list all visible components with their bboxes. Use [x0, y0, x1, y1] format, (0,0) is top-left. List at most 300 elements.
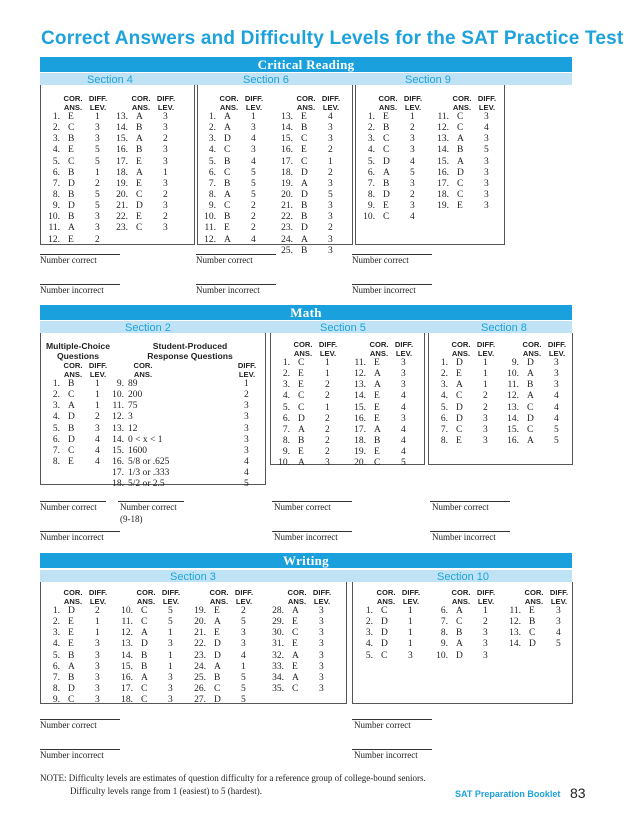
difficulty-level: 1	[408, 639, 413, 650]
difficulty-level: 3	[168, 683, 173, 694]
question-number: 12.	[121, 628, 133, 639]
student-produced-range: (9-18)	[120, 514, 143, 524]
difficulty-level: 4	[244, 468, 249, 479]
question-number: 11.	[121, 617, 133, 628]
question-number: 23.	[194, 650, 206, 661]
correct-answer: D	[383, 189, 390, 200]
col-header-text: COR.	[219, 94, 239, 103]
difficulty-level: 3	[319, 650, 324, 661]
question-number: 16.	[281, 145, 293, 156]
correct-answer: 5/2 or 2.5	[128, 479, 165, 490]
difficulty-level: 5	[328, 189, 333, 200]
question-number: 14.	[507, 413, 519, 424]
question-number: 34.	[272, 672, 284, 683]
question-number: 11.	[112, 401, 124, 412]
question-number: 1.	[367, 112, 375, 122]
col-header-text: DIFF.	[312, 588, 332, 597]
question-number: 12.	[507, 391, 519, 402]
col-header-diff	[308, 589, 336, 606]
col-header-text: COR.	[376, 588, 396, 597]
question-number: 3.	[52, 401, 60, 412]
question-number: 27.	[194, 695, 206, 706]
correct-answer: E	[68, 456, 74, 467]
correct-answer: A	[136, 167, 143, 178]
col-header-text: ANS.	[378, 102, 398, 112]
col-header-text: ANS.	[524, 596, 544, 606]
correct-answer: D	[68, 606, 75, 616]
difficulty-level: 3	[168, 639, 173, 650]
col-header-text: ANS.	[369, 348, 389, 358]
number-correct-label: Number correct	[352, 255, 409, 265]
difficulty-level: 4	[328, 112, 333, 122]
difficulty-level: 5	[401, 458, 406, 469]
correct-answer: B	[298, 435, 305, 446]
col-header-text: ANS.	[209, 596, 229, 606]
difficulty-level: 3	[244, 434, 249, 445]
question-number: 24.	[281, 234, 293, 245]
question-number: 18.	[354, 435, 366, 446]
correct-answer: B	[224, 212, 231, 223]
correct-answer: C	[214, 683, 221, 694]
correct-answer: E	[456, 369, 462, 380]
correct-answer: A	[141, 628, 148, 639]
number-incorrect-label: Number incorrect	[40, 285, 104, 295]
correct-answer: C	[68, 123, 75, 134]
difficulty-level: 2	[163, 189, 168, 200]
question-number: 2.	[440, 369, 448, 380]
question-number: 16.	[121, 672, 133, 683]
correct-answer: A	[298, 424, 305, 435]
correct-answer: B	[214, 672, 221, 683]
difficulty-level: 3	[484, 156, 489, 167]
col-header-text: DIFF.	[476, 588, 496, 597]
question-number: 6.	[367, 167, 375, 178]
correct-answer: B	[141, 650, 148, 661]
difficulty-level: 2	[325, 424, 330, 435]
correct-answer: C	[68, 695, 75, 706]
difficulty-level: 1	[483, 358, 488, 368]
difficulty-level: 3	[319, 683, 324, 694]
correct-answer: C	[136, 189, 143, 200]
question-number: 8.	[440, 435, 448, 446]
difficulty-level: 3	[95, 212, 100, 223]
col-header-cor	[449, 95, 475, 112]
correct-answer: B	[68, 423, 75, 434]
col-header-text: LEV.	[395, 348, 413, 358]
question-number: 13.	[121, 639, 133, 650]
correct-answer: D	[381, 628, 388, 639]
col-header-text: DIFF.	[88, 588, 108, 597]
correct-answer: D	[214, 650, 221, 661]
difficulty-level: 4	[484, 123, 489, 134]
correct-answer: C	[298, 358, 305, 368]
correct-answer: B	[224, 178, 231, 189]
correct-answer: C	[456, 617, 463, 628]
col-header-text: COR.	[136, 588, 156, 597]
writing-band: Writing	[40, 553, 572, 568]
col-header-text: DIFF.	[321, 94, 341, 103]
difficulty-level: 3	[483, 424, 488, 435]
difficulty-level: 4	[401, 435, 406, 446]
correct-answer: 89	[128, 379, 138, 389]
correct-answer: E	[136, 156, 142, 167]
number-incorrect-label: Number incorrect	[196, 285, 260, 295]
correct-answer: D	[527, 413, 534, 424]
question-number: 15.	[507, 424, 519, 435]
question-number: 4.	[365, 639, 373, 650]
difficulty-level: 3	[484, 189, 489, 200]
question-number: 17.	[281, 156, 293, 167]
difficulty-level: 5	[168, 617, 173, 628]
correct-answer: C	[301, 134, 308, 145]
col-header-text: COR.	[378, 94, 398, 103]
difficulty-level: 5	[556, 639, 561, 650]
question-number: 19.	[116, 178, 128, 189]
col-header-diff	[157, 589, 185, 606]
difficulty-level: 1	[251, 112, 256, 122]
question-number: 11.	[509, 606, 521, 616]
correct-answer: E	[298, 369, 304, 380]
col-header-text: COR.	[524, 588, 544, 597]
correct-answer: A	[136, 112, 143, 122]
correct-answer: C	[457, 178, 464, 189]
question-number: 8.	[208, 189, 216, 200]
correct-answer: C	[456, 424, 463, 435]
difficulty-level: 3	[556, 606, 561, 616]
correct-answer: 1/3 or .333	[128, 468, 170, 479]
correct-answer: D	[301, 223, 308, 234]
correct-answer: C	[383, 134, 390, 145]
difficulty-level: 3	[319, 661, 324, 672]
correct-answer: A	[383, 167, 390, 178]
correct-answer: A	[141, 672, 148, 683]
question-number: 10.	[507, 369, 519, 380]
difficulty-level: 3	[328, 123, 333, 134]
col-header-text: COR.	[63, 361, 83, 370]
question-number: 10.	[204, 212, 216, 223]
difficulty-level: 3	[168, 695, 173, 706]
col-header-cor	[284, 589, 310, 606]
correct-answer: A	[456, 639, 463, 650]
correct-answer: B	[529, 617, 536, 628]
correct-answer: C	[457, 112, 464, 122]
question-number: 14.	[112, 434, 124, 445]
difficulty-level: 3	[168, 672, 173, 683]
correct-answer: A	[68, 223, 75, 234]
question-number: 14.	[281, 123, 293, 134]
correct-answer: E	[374, 402, 380, 413]
correct-answer: A	[374, 424, 381, 435]
question-number: 19.	[354, 447, 366, 458]
correct-answer: C	[292, 628, 299, 639]
correct-answer: C	[527, 424, 534, 435]
col-header-text: DIFF.	[401, 588, 421, 597]
question-number: 6.	[208, 167, 216, 178]
correct-answer: E	[68, 628, 74, 639]
difficulty-level: 3	[401, 380, 406, 391]
question-number: 8.	[282, 435, 290, 446]
section-8-label: Section 8	[481, 322, 527, 334]
correct-answer: E	[68, 112, 74, 122]
difficulty-level: 1	[408, 628, 413, 639]
correct-answer: A	[136, 134, 143, 145]
correct-answer: D	[141, 639, 148, 650]
table-row	[106, 401, 266, 412]
correct-answer: C	[527, 402, 534, 413]
difficulty-level: 3	[483, 435, 488, 446]
difficulty-level: 3	[251, 145, 256, 156]
correct-answer: C	[292, 683, 299, 694]
correct-answer: C	[136, 223, 143, 234]
difficulty-level: 1	[328, 156, 333, 167]
correct-answer: E	[292, 661, 298, 672]
difficulty-level: 3	[401, 369, 406, 380]
correct-answer: C	[529, 628, 536, 639]
col-header-cor	[290, 341, 316, 358]
correct-answer: E	[457, 201, 463, 212]
question-number: 15.	[437, 156, 449, 167]
question-number: 3.	[367, 134, 375, 145]
question-number: 29.	[272, 617, 284, 628]
difficulty-level: 1	[95, 112, 100, 122]
difficulty-level: 3	[163, 156, 168, 167]
correct-answer: C	[381, 650, 388, 661]
correct-answer: E	[374, 413, 380, 424]
question-number: 7.	[52, 445, 60, 456]
question-number: 24.	[194, 661, 206, 672]
question-number: 11.	[507, 380, 519, 391]
question-number: 4.	[282, 391, 290, 402]
question-number: 10.	[121, 606, 133, 616]
question-number: 4.	[367, 145, 375, 156]
page-number: 83	[570, 785, 586, 801]
math-band: Math	[40, 305, 572, 320]
number-correct-label: Number correct	[40, 720, 97, 730]
question-number: 11.	[354, 358, 366, 368]
col-header-text: COR.	[133, 361, 153, 370]
question-number: 16.	[507, 435, 519, 446]
difficulty-level: 2	[410, 189, 415, 200]
difficulty-level: 4	[554, 391, 559, 402]
question-number: 9.	[511, 358, 519, 368]
question-number: 33.	[272, 661, 284, 672]
difficulty-level: 2	[163, 212, 168, 223]
question-number: 22.	[116, 212, 128, 223]
correct-answer: B	[68, 134, 75, 145]
difficulty-level: 3	[556, 617, 561, 628]
correct-answer: A	[527, 391, 534, 402]
difficulty-level: 5	[251, 178, 256, 189]
correct-answer: B	[68, 167, 75, 178]
correct-answer: A	[298, 458, 305, 469]
col-header-text: COR.	[296, 94, 316, 103]
col-header-cor	[128, 362, 158, 379]
page-title: Correct Answers and Difficulty Levels for the SAT Practice Test	[41, 28, 624, 49]
question-number: 10.	[48, 212, 60, 223]
question-number: 12.	[437, 123, 449, 134]
question-number: 23.	[116, 223, 128, 234]
difficulty-level: 4	[410, 156, 415, 167]
question-number: 12.	[509, 617, 521, 628]
correct-answer: C	[383, 145, 390, 156]
question-number: 15.	[121, 661, 133, 672]
col-header-text: ANS.	[63, 369, 83, 379]
question-number: 1.	[52, 606, 60, 616]
question-number: 9.	[52, 695, 60, 706]
difficulty-level: 3	[401, 358, 406, 368]
difficulty-level: 3	[163, 112, 168, 122]
difficulty-level: 3	[483, 650, 488, 661]
correct-answer: C	[224, 201, 231, 212]
col-header-diff	[314, 341, 342, 358]
question-number: 18.	[437, 189, 449, 200]
correct-answer: D	[68, 178, 75, 189]
difficulty-level: 5	[241, 617, 246, 628]
difficulty-level: 3	[95, 639, 100, 650]
correct-answer: D	[456, 358, 463, 368]
col-header-cor	[216, 95, 242, 112]
correct-answer: D	[381, 639, 388, 650]
difficulty-level: 1	[95, 628, 100, 639]
correct-answer: E	[68, 145, 74, 156]
correct-answer: C	[141, 683, 148, 694]
question-number: 16.	[112, 456, 124, 467]
number-correct-label: Number correct	[40, 255, 97, 265]
correct-answer: D	[68, 412, 75, 423]
question-number: 10.	[363, 212, 375, 223]
col-header-text: LEV.	[162, 596, 180, 606]
difficulty-level: 1	[168, 628, 173, 639]
col-header-diff	[390, 341, 418, 358]
number-correct-label: Number correct	[196, 255, 253, 265]
difficulty-level: 4	[401, 424, 406, 435]
correct-answer: B	[141, 661, 148, 672]
question-number: 5.	[365, 650, 373, 661]
question-number: 10.	[436, 650, 448, 661]
difficulty-level: 3	[95, 223, 100, 234]
difficulty-level: 4	[401, 447, 406, 458]
question-number: 5.	[367, 156, 375, 167]
correct-answer: A	[457, 156, 464, 167]
question-number: 4.	[52, 639, 60, 650]
correct-answer: B	[527, 380, 534, 391]
difficulty-level: 4	[241, 650, 246, 661]
difficulty-level: 3	[244, 423, 249, 434]
difficulty-level: 3	[325, 458, 330, 469]
question-number: 13.	[509, 628, 521, 639]
question-number: 7.	[52, 672, 60, 683]
correct-answer: E	[456, 435, 462, 446]
col-header-text: DIFF.	[88, 94, 108, 103]
question-number: 5.	[440, 402, 448, 413]
question-number: 4.	[52, 145, 60, 156]
col-header-text: ANS.	[522, 348, 542, 358]
question-number: 2.	[367, 123, 375, 134]
difficulty-level: 4	[556, 628, 561, 639]
question-number: 3.	[208, 134, 216, 145]
question-number: 20.	[354, 458, 366, 469]
question-number: 9.	[52, 201, 60, 212]
difficulty-level: 3	[244, 401, 249, 412]
col-header-cor	[521, 589, 547, 606]
question-number: 8.	[367, 189, 375, 200]
correct-answer: E	[529, 606, 535, 616]
correct-answer: E	[301, 112, 307, 122]
question-number: 30.	[272, 628, 284, 639]
question-number: 7.	[52, 178, 60, 189]
number-incorrect-label: Number incorrect	[432, 532, 496, 542]
col-header-text: COR.	[451, 340, 471, 349]
difficulty-level: 3	[484, 167, 489, 178]
col-header-text: LEV.	[89, 596, 107, 606]
col-header-diff	[472, 341, 500, 358]
correct-answer: D	[381, 617, 388, 628]
question-number: 21.	[281, 201, 293, 212]
question-number: 13.	[112, 423, 124, 434]
table-row	[106, 424, 266, 435]
col-header-cor	[375, 95, 401, 112]
correct-answer: A	[68, 661, 75, 672]
question-number: 15.	[112, 445, 124, 456]
col-header-cor	[448, 589, 474, 606]
correct-answer: E	[292, 617, 298, 628]
col-header-text: DIFF.	[476, 340, 496, 349]
difficulty-level: 3	[319, 606, 324, 616]
correct-answer: 75	[128, 401, 138, 412]
question-number: 4.	[52, 412, 60, 423]
correct-answer: B	[68, 379, 75, 389]
difficulty-level: 3	[95, 134, 100, 145]
question-number: 6.	[282, 413, 290, 424]
difficulty-level: 2	[163, 134, 168, 145]
col-header-text: DIFF.	[403, 94, 423, 103]
col-header-diff	[232, 362, 262, 379]
number-correct-label: Number correct	[120, 502, 177, 512]
col-header-cor	[60, 362, 86, 379]
correct-answer: A	[224, 123, 231, 134]
question-number: 1.	[52, 112, 60, 122]
col-header-text: LEV.	[322, 102, 340, 112]
difficulty-level: 1	[325, 358, 330, 368]
correct-answer: C	[456, 391, 463, 402]
correct-answer: A	[224, 112, 231, 122]
difficulty-level: 2	[251, 212, 256, 223]
question-number: 7.	[282, 424, 290, 435]
col-header-diff	[545, 589, 573, 606]
difficulty-level: 3	[554, 358, 559, 368]
col-header-text: ANS.	[287, 596, 307, 606]
correct-answer: D	[68, 201, 75, 212]
difficulty-level: 2	[241, 606, 246, 616]
correct-answer: C	[298, 391, 305, 402]
correct-answer: C	[457, 189, 464, 200]
difficulty-level: 3	[163, 223, 168, 234]
difficulty-level: 1	[483, 380, 488, 391]
difficulty-level: 3	[319, 617, 324, 628]
col-header-text: LEV.	[404, 102, 422, 112]
difficulty-level: 3	[241, 628, 246, 639]
section-3-label: Section 3	[170, 571, 216, 583]
question-number: 6.	[52, 434, 60, 445]
correct-answer: C	[68, 445, 75, 456]
booklet-name: SAT Preparation Booklet	[455, 789, 561, 799]
col-header-text: LEV.	[478, 102, 496, 112]
difficulty-level: 3	[95, 672, 100, 683]
difficulty-level: 3	[328, 245, 333, 256]
correct-answer: C	[383, 212, 390, 223]
question-number: 14.	[121, 650, 133, 661]
difficulty-level: 1	[408, 617, 413, 628]
